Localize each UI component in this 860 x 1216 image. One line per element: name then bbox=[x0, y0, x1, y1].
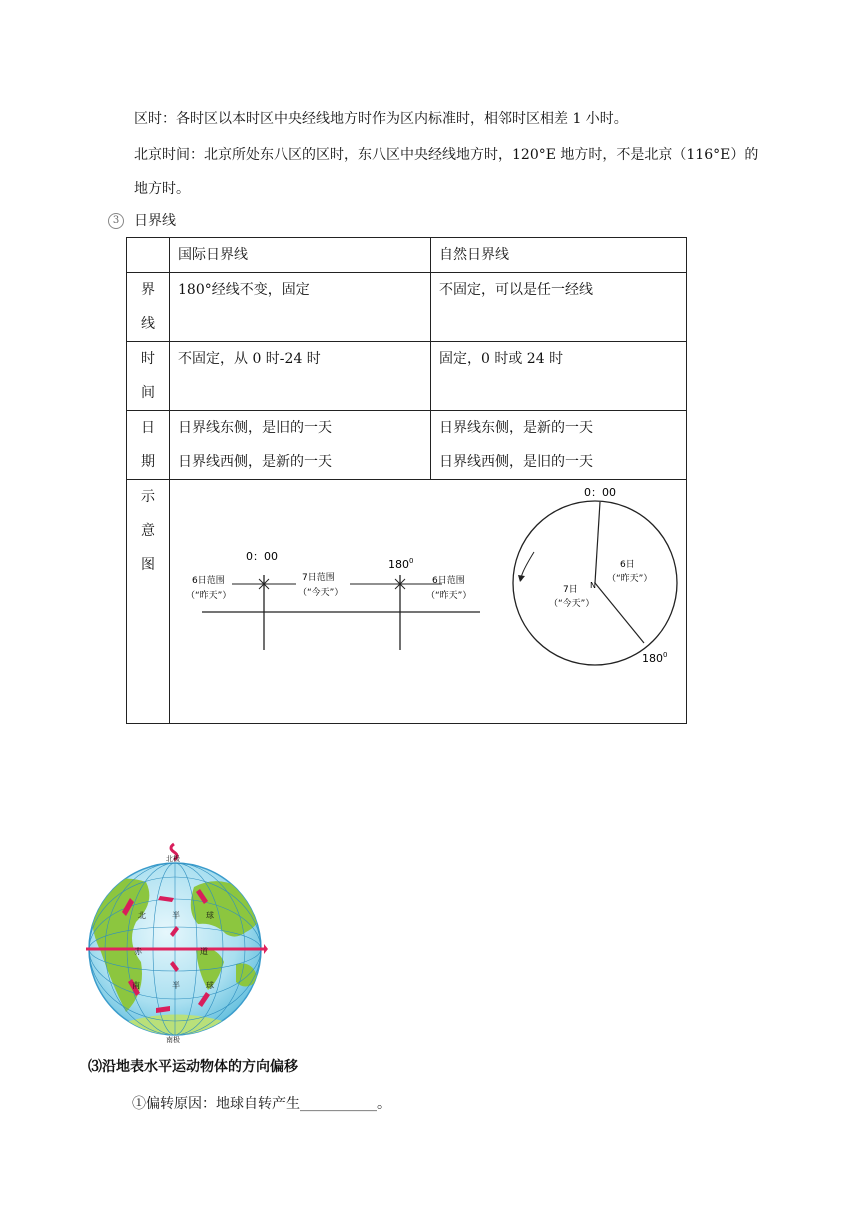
north-hemisphere-label-1: 北 bbox=[138, 911, 146, 920]
circular-date-line-diagram bbox=[500, 480, 680, 670]
label-0h: 0：00 bbox=[584, 486, 616, 499]
label-180: $180^0$ bbox=[388, 557, 414, 571]
midnight-meridian bbox=[595, 502, 600, 583]
meridian-180 bbox=[595, 583, 644, 643]
north-pole-label: N bbox=[590, 581, 596, 590]
section-title: 日界线 bbox=[134, 213, 176, 229]
table-row bbox=[127, 342, 687, 411]
left-range-note: （“昨天”） bbox=[186, 591, 232, 601]
table-header-cell bbox=[127, 238, 170, 273]
table-cell: 180°经线不变，固定 bbox=[170, 273, 431, 342]
south-hemisphere-label-2: 半 bbox=[172, 981, 180, 990]
label-180: $180^0$ bbox=[642, 651, 668, 665]
table-cell: 固定，0 时或 24 时 bbox=[431, 342, 687, 411]
mid-range-note: （“今天”） bbox=[298, 588, 344, 598]
day7-label: 7日 bbox=[563, 585, 578, 595]
south-pole-label: 南极 bbox=[166, 1036, 180, 1044]
label-0h: 0：00 bbox=[246, 550, 278, 563]
table-row bbox=[127, 273, 687, 342]
table-cell: 日界线东侧，是旧的一天 日界线西侧，是新的一天 bbox=[170, 411, 431, 480]
equator-label-2: 道 bbox=[200, 947, 208, 956]
table-header-row bbox=[127, 238, 687, 273]
table-cell: 不固定，从 0 时-24 时 bbox=[170, 342, 431, 411]
mid-range-label: 7日范围 bbox=[302, 573, 335, 583]
south-hemisphere-label-1: 南 bbox=[132, 981, 140, 990]
row-label: 日期 bbox=[127, 411, 170, 480]
day6-label: 6日 bbox=[620, 560, 635, 570]
table-cell: 不固定，可以是任一经线 bbox=[431, 273, 687, 342]
beijing-time-text-cont: 地方时。 bbox=[134, 181, 190, 197]
section-number-marker: 3 bbox=[108, 213, 124, 229]
equator-label-1: 赤 bbox=[134, 947, 142, 956]
north-pole-label: 北极 bbox=[166, 855, 180, 863]
beijing-time-text: 北京时间：北京所处东八区的区时，东八区中央经线地方时，120°E 地方时，不是北京（116°E）的 bbox=[134, 147, 759, 163]
table-header-cell: 自然日界线 bbox=[431, 238, 687, 273]
right-range-label: 6日范围 bbox=[432, 576, 465, 586]
row-label: 时间 bbox=[127, 342, 170, 411]
deflection-heading: ⑶沿地表水平运动物体的方向偏移 bbox=[88, 1059, 298, 1075]
row-label: 示意图 bbox=[127, 480, 170, 724]
deflection-reason: ①偏转原因：地球自转产生___________。 bbox=[132, 1096, 391, 1112]
section-heading-date-line bbox=[108, 211, 176, 231]
linear-date-line-diagram bbox=[170, 480, 490, 670]
north-hemisphere-label-3: 球 bbox=[206, 911, 214, 920]
table-cell: 日界线东侧，是新的一天 日界线西侧，是旧的一天 bbox=[431, 411, 687, 480]
right-range-note: （“昨天”） bbox=[426, 591, 472, 601]
arrow-head-icon bbox=[518, 575, 525, 582]
table-row bbox=[127, 411, 687, 480]
left-range-label: 6日范围 bbox=[192, 576, 225, 586]
day6-note: （“昨天”） bbox=[607, 574, 653, 584]
table-header-cell: 国际日界线 bbox=[170, 238, 431, 273]
zone-time-text: 区时：各时区以本时区中央经线地方时作为区内标准时，相邻时区相差 1 小时。 bbox=[134, 111, 628, 127]
arrow-head-icon bbox=[264, 944, 268, 954]
north-hemisphere-label-2: 半 bbox=[172, 911, 180, 920]
day7-note: （“今天”） bbox=[549, 599, 595, 609]
row-label: 界线 bbox=[127, 273, 170, 342]
coriolis-globe-illustration bbox=[86, 832, 268, 1044]
south-hemisphere-label-3: 球 bbox=[206, 981, 214, 990]
